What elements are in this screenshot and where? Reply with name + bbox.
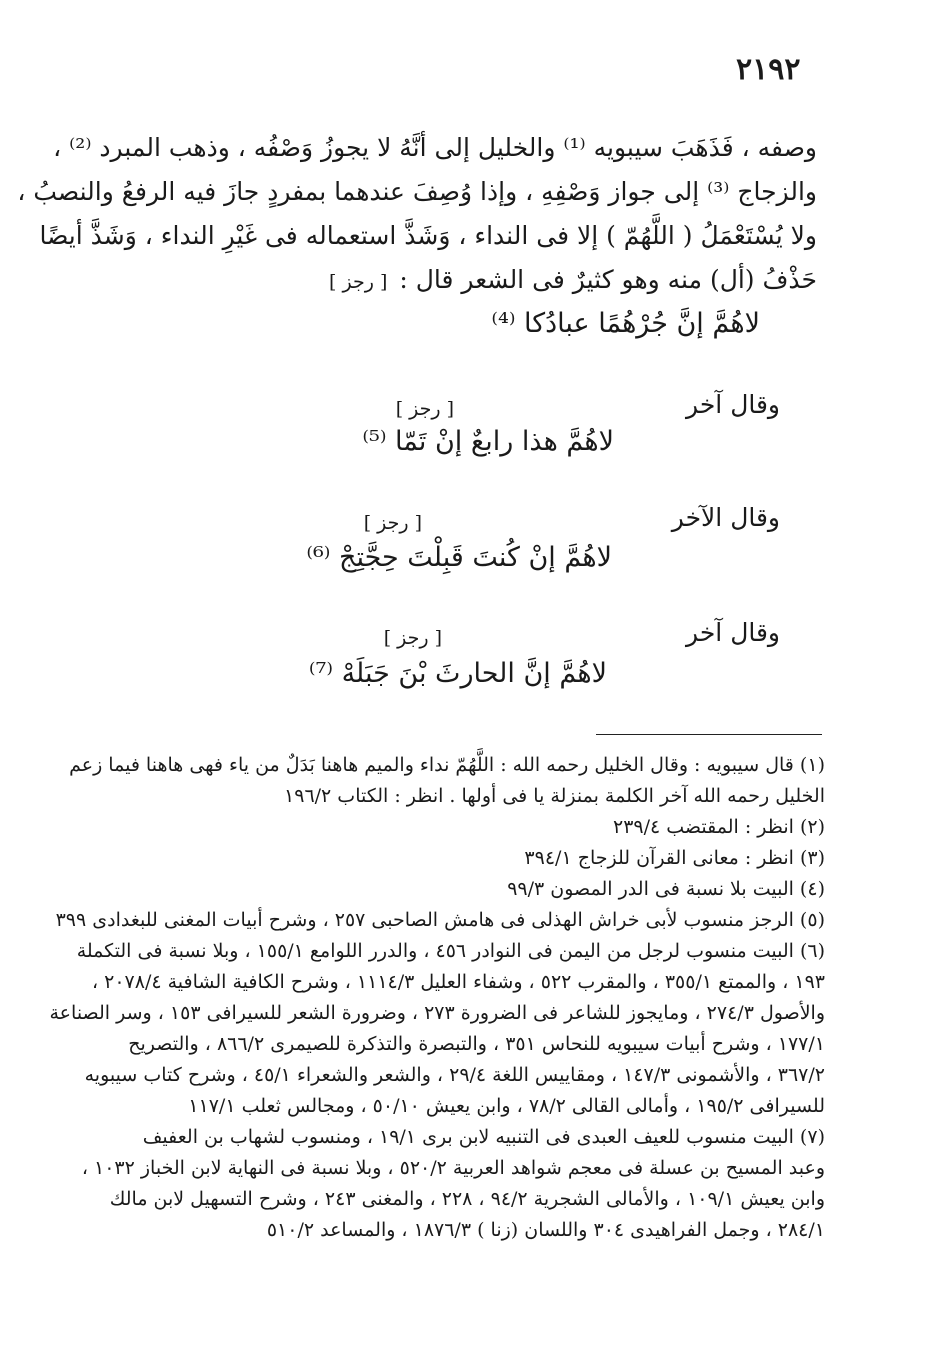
- footnote-line: والأصول ٢٧٤/٣ ، ومايجوز للشاعر فى الضرورة ٢٧٣ ، وضرورة الشعر للسيرافى ١٥٣ ، وسر الصناعة: [49, 1002, 825, 1024]
- footnote-2: [125, 812, 825, 843]
- verse-meter: [ رجز ]: [383, 627, 442, 649]
- footnote-line: ١٧٧/١ ، وشرح أبيات سيبويه للنحاس ٣٥١ ، والتبصرة والتذكرة للصيمرى ٨٦٦/٢ ، والتصريح: [128, 1033, 825, 1055]
- footnote-line: (٣) انظر : معانى القرآن للزجاج ٣٩٤/١: [524, 847, 825, 869]
- footnote-3: [125, 843, 825, 874]
- footnote-line: (٢) انظر : المقتضب ٢٣٩/٤: [612, 816, 825, 838]
- footnote-line: ١٩٣ ، والممتع ٣٥٥/١ ، والمقرب ٥٢٢ ، وشفاء العليل ١١١٤/٣ ، وشرح الكافية الشافية ٢٠٧٨/٤ ،: [91, 971, 825, 993]
- footnote-5: [55, 905, 825, 936]
- footnote-line: (١) قال سيبويه : وقال الخليل رحمه الله : اللَّهُمّ نداء والميم هاهنا بَدَلٌ من ياء فهى هاهنا فيما زعم: [69, 754, 825, 776]
- footnote-line: (٥) الرجز منسوب لأبى خراش الهذلى فى هامش الصاحبى ٢٥٧ ، وشرح أبيات المغنى للبغدادى ٣٩٩: [55, 909, 825, 931]
- body-line-text: حَذْفُ (أل) منه وهو كثيرٌ فى الشعر قال :: [399, 265, 817, 294]
- footnote-line: (٤) البيت بلا نسبة فى الدر المصون ٩٩/٣: [507, 878, 825, 900]
- footnote-line: وابن يعيش ١٠٩/١ ، والأمالى الشجرية ٩٤/٢ ، ٢٢٨ ، والمغنى ٢٤٣ ، وشرح التسهيل لابن مالك: [109, 1188, 825, 1210]
- footnote-separator: [596, 734, 822, 735]
- verse-meter: [ رجز ]: [395, 398, 454, 420]
- footnote-line: الخليل رحمه الله آخر الكلمة بمنزلة يا فى أولها . انظر : الكتاب ١٩٦/٢: [284, 785, 825, 807]
- body-paragraph: [17, 126, 817, 304]
- footnotes: [49, 750, 825, 1246]
- body-line: وصفه ، فَذَهَبَ سيبويه ⁽¹⁾ والخليل إلى أنَّهُ لا يجوزُ وَصْفُه ، وذهب المبرد ⁽²⁾ ،: [53, 133, 817, 162]
- body-line: والزجاج ⁽³⁾ إلى جواز وَصْفِهِ ، وإذا وُصِفَ عندهما بمفردٍ جازَ فيه الرفعُ والنصبُ ،: [17, 177, 817, 206]
- footnote-7: [81, 1122, 825, 1246]
- footnote-4: [125, 874, 825, 905]
- verse-line: لاهُمَّ هذا رابعٌ إنْ تَمّا ⁽⁵⁾: [362, 426, 614, 457]
- body-line: [105, 258, 817, 304]
- verse-intro: وقال آخر: [686, 390, 780, 419]
- footnote-line: ٢٨٤/١ ، وجمل الفراهيدى ٣٠٤ واللسان (زنا ) ١٨٧٦/٣ ، والمساعد ٥١٠/٢: [266, 1219, 825, 1241]
- footnote-1: [69, 750, 825, 812]
- verse-line: لاهُمَّ إنَّ جُرْهُمًا عبادُكا ⁽⁴⁾: [491, 308, 760, 339]
- footnote-line: وعبد المسيح بن عسلة فى معجم شواهد العربية ٥٢٠/٢ ، وبلا نسبة فى النهاية لابن الخباز ١٠٣٢ ،: [81, 1157, 825, 1179]
- body-line: ولا يُسْتَعْمَلُ ( اللَّهُمّ ) إلا فى النداء ، وَشَذَّ استعماله فى غَيْرِ النداء ، وَشَذَّ أيضًا: [39, 221, 817, 250]
- footnote-line: ٣٦٧/٢ ، والأشمونى ١٤٧/٣ ، ومقاييس اللغة ٢٩/٤ ، والشعر والشعراء ٤٥/١ ، وشرح كتاب سيبويه: [84, 1064, 825, 1086]
- page-number: ٢١٩٢: [736, 52, 801, 87]
- verse-line: لاهُمَّ إنْ كُنتَ قَبِلْتَ حِجَّتِجْ ⁽⁶⁾: [306, 542, 612, 573]
- footnote-line: (٧) البيت منسوب للعيف العبدى فى التنبيه لابن برى ١٩/١ ، ومنسوب لشهاب بن العفيف: [142, 1126, 825, 1148]
- verse-intro: وقال الآخر: [671, 503, 780, 532]
- footnote-line: للسيرافى ١٩٥/٢ ، وأمالى القالى ٧٨/٢ ، وابن يعيش ٥٠/١٠ ، ومجالس ثعلب ١١٧/١: [188, 1095, 825, 1117]
- footnote-6: [49, 936, 825, 1122]
- footnote-line: (٦) البيت منسوب لرجل من اليمن فى النوادر ٤٥٦ ، والدرر اللوامع ١٥٥/١ ، وبلا نسبة فى التكملة: [76, 940, 825, 962]
- verse-intro: وقال آخر: [686, 618, 780, 647]
- verse-meter: [ رجز ]: [363, 512, 422, 534]
- verse-meter: [ رجز ]: [329, 271, 388, 293]
- verse-line: لاهُمَّ إنَّ الحارثَ بْنَ جَبَلَهْ ⁽⁷⁾: [308, 658, 607, 689]
